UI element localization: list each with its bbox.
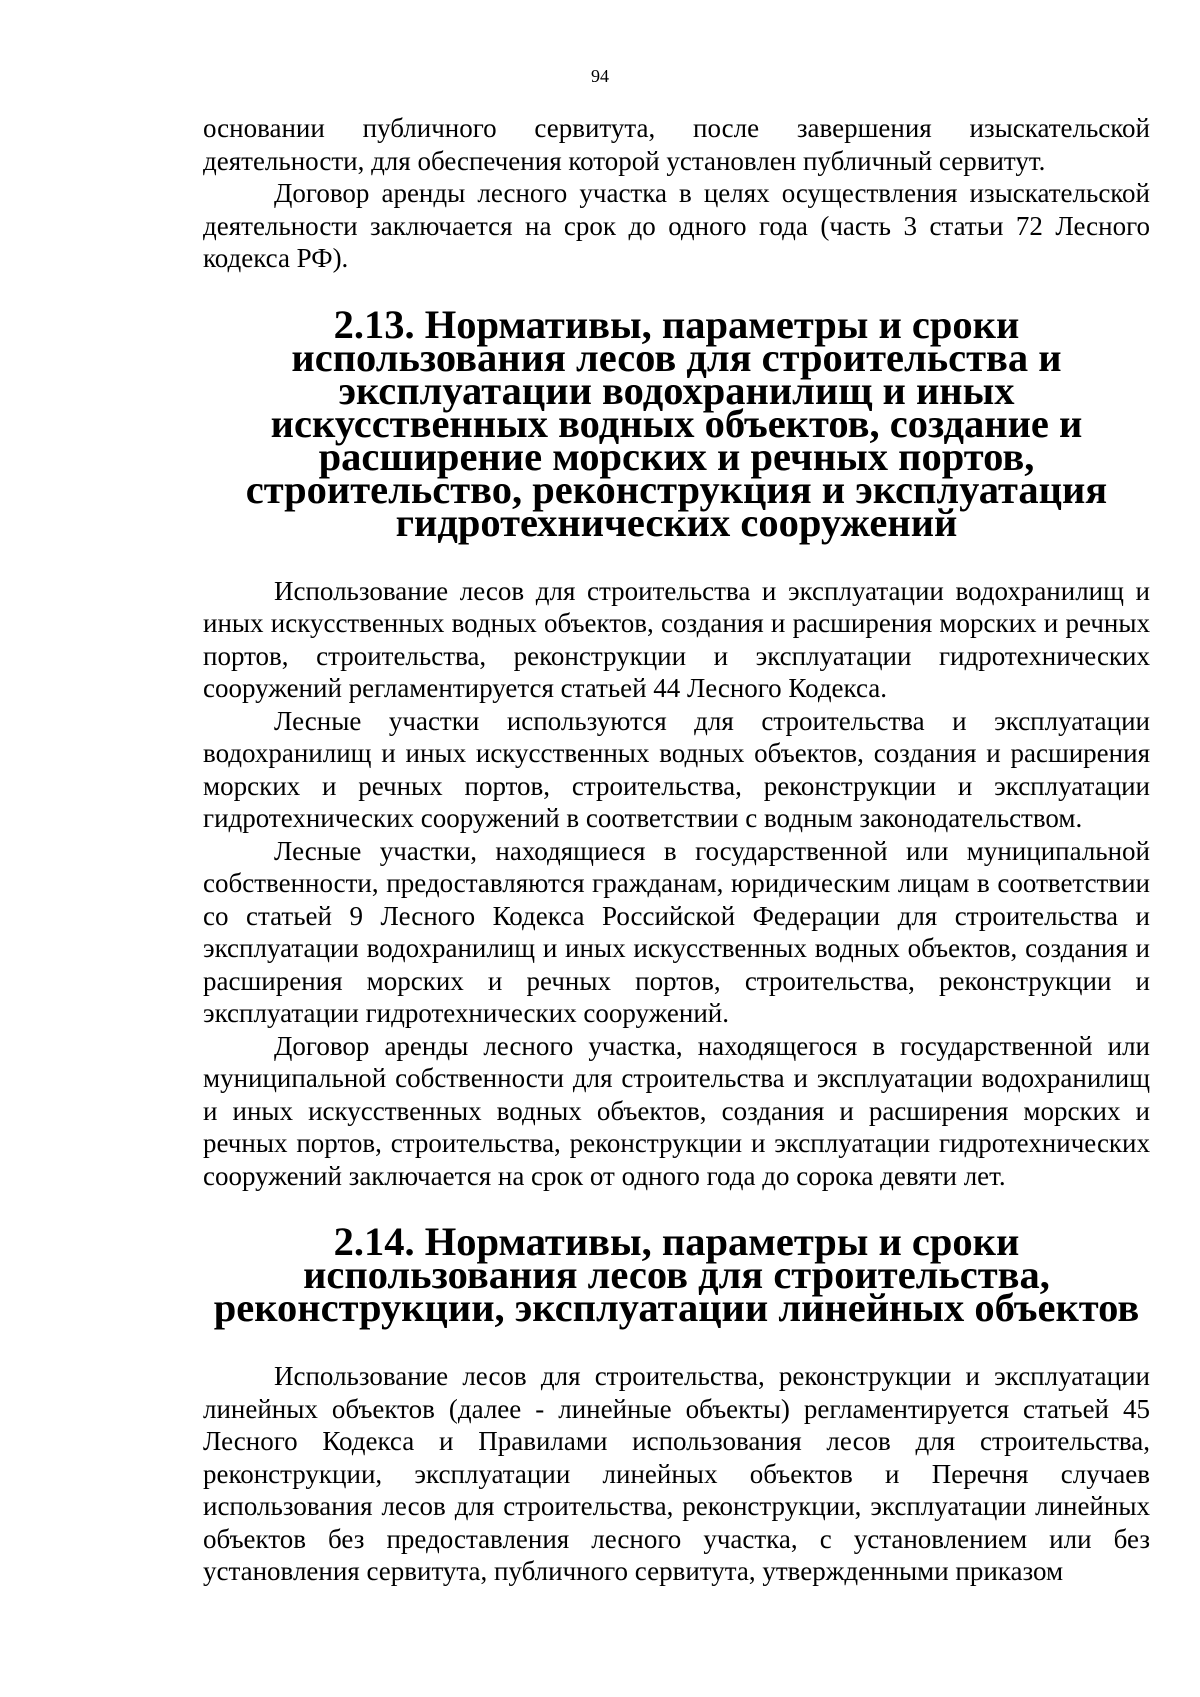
paragraph-public-servitude-end: основании публичного сервитута, после завершения изыскательской деятельности, для обеспечения которой установлен публичный сервитут. [203, 113, 1150, 176]
document-body [203, 112, 1150, 1588]
paragraph-forest-plots-usage: Лесные участки используются для строительства и эксплуатации водохранилищ и иных искусственных водных объектов, создания и расширения морских и речных портов, строительства, реконструкции и эксплуатации гидротехнических сооружений в соответствии с водным законодательством. [203, 705, 1150, 833]
paragraph-forest-plots-provision: Лесные участки, находящиеся в государственной или муниципальной собственности, предоставляются гражданам, юридическим лицам в соответствии со статьей 9 Лесного Кодекса Российской Федерации для строительства и эксплуатации водохранилищ и иных искусственных водных объектов, создания и расширения морских и речных портов, строительства, реконструкции и эксплуатации гидротехнических сооружений. [203, 835, 1150, 1028]
paragraph-lease-term-hydro: Договор аренды лесного участка, находящегося в государственной или муниципальной собственности для строительства и эксплуатации водохранилищ и иных искусственных водных объектов, создания и расширения морских и речных портов, строительства, реконструкции и эксплуатации гидротехнических сооружений заключается на срок от одного года до сорока девяти лет. [203, 1030, 1150, 1191]
paragraph-survey-lease-term: Договор аренды лесного участка в целях осуществления изыскательской деятельности заключается на срок до одного года (часть 3 статьи 72 Лесного кодекса РФ). [203, 178, 1150, 273]
section-heading-2-14: 2.14. Нормативы, параметры и сроки использования лесов для строительства, реконструкции, эксплуатации линейных объектов [213, 1219, 1140, 1330]
paragraph-linear-objects: Использование лесов для строительства, реконструкции и эксплуатации линейных объектов (далее - линейные объекты) регламентируется статьей 45 Лесного Кодекса и Правилами использования лесов для строительства, реконструкции, эксплуатации линейных объектов и Перечня случаев использования лесов для строительства, реконструкции, эксплуатации линейных объектов без предоставления лесного участка, с установлением или без установления сервитута, публичного сервитута, утвержденными приказом [203, 1361, 1150, 1586]
page-number: 94 [591, 66, 609, 86]
paragraph-article-44: Использование лесов для строительства и эксплуатации водохранилищ и иных искусственных водных объектов, создания и расширения морских и речных портов, строительства, реконструкции и эксплуатации гидротехнических сооружений регламентируется статьей 44 Лесного Кодекса. [203, 575, 1150, 703]
section-heading-2-13: 2.13. Нормативы, параметры и сроки использования лесов для строительства и эксплуатации водохранилищ и иных искусственных водных объектов, создание и расширение морских и речных портов, строительство, реконструкция и эксплуатация гидротехнических сооружений [245, 301, 1108, 545]
